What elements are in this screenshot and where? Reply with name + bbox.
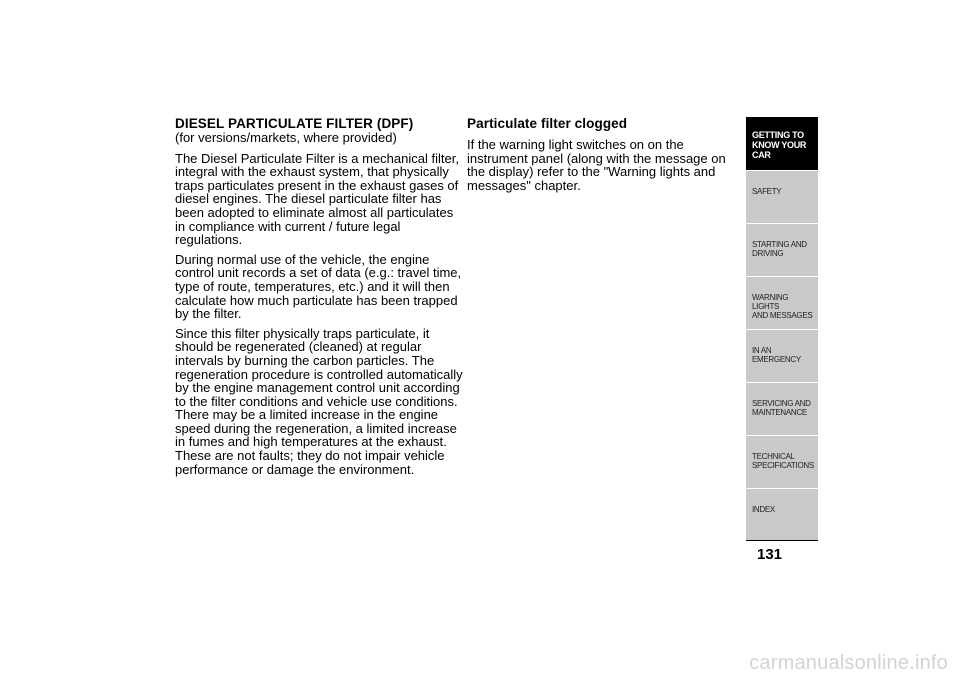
chapter-tabs <box>746 117 818 541</box>
tab-warning-lights-and-messages[interactable] <box>746 276 818 329</box>
left-column <box>175 117 465 482</box>
subsection-title: Particulate filter clogged <box>467 116 628 131</box>
tab-label: STARTING AND DRIVING <box>752 240 807 258</box>
tab-label: TECHNICAL SPECIFICATIONS <box>752 452 814 470</box>
tab-servicing-and-maintenance[interactable] <box>746 382 818 435</box>
paragraph: During normal use of the vehicle, the engine control unit records a set of data (e.g.: travel time, type of route, temperatures, etc.) and it will then calculate how much particulate has been trapped by the filter. <box>175 251 462 322</box>
watermark: carmanualsonline.info <box>749 652 948 674</box>
tab-label: WARNING LIGHTS AND MESSAGES <box>752 293 813 320</box>
tab-label: IN AN EMERGENCY <box>752 346 801 364</box>
paragraph: The Diesel Particulate Filter is a mechanical filter, integral with the exhaust system, that physically traps particulates present in the exhaust gases of diesel engines. The diesel particulate filter has been adopted to eliminate almost all particulates in compliance with current / future legal regulations. <box>175 150 459 248</box>
tab-label: SERVICING AND MAINTENANCE <box>752 399 811 417</box>
paragraph: If the warning light switches on on the instrument panel (along with the message on the display) refer to the "Warning lights and messages" chapter. <box>467 137 726 193</box>
tab-label: SAFETY <box>752 187 782 196</box>
tab-label: INDEX <box>752 505 775 514</box>
section-title: DIESEL PARTICULATE FILTER (DPF) <box>175 116 414 131</box>
page-number: 131 <box>757 546 783 563</box>
tab-index[interactable] <box>746 488 818 541</box>
tab-technical-specifications[interactable] <box>746 435 818 488</box>
tab-starting-and-driving[interactable] <box>746 223 818 276</box>
tab-in-an-emergency[interactable] <box>746 329 818 382</box>
paragraph: Since this filter physically traps particulate, it should be regenerated (cleaned) at regular intervals by burning the carbon particles. The regeneration procedure is controlled automatically by the engine management control unit according to the filter conditions and vehicle use conditions. There may be a limited increase in the engine speed during the regeneration, a limited increase in fumes and high temperatures at the exhaust. These are not faults; they do not impair vehicle performance or damage the environment. <box>175 325 463 477</box>
tab-safety[interactable] <box>746 170 818 223</box>
tab-label: GETTING TO KNOW YOUR CAR <box>752 130 807 160</box>
section-subtitle: (for versions/markets, where provided) <box>175 130 397 145</box>
tab-getting-to-know-your-car[interactable] <box>746 117 818 170</box>
right-column <box>467 117 742 198</box>
